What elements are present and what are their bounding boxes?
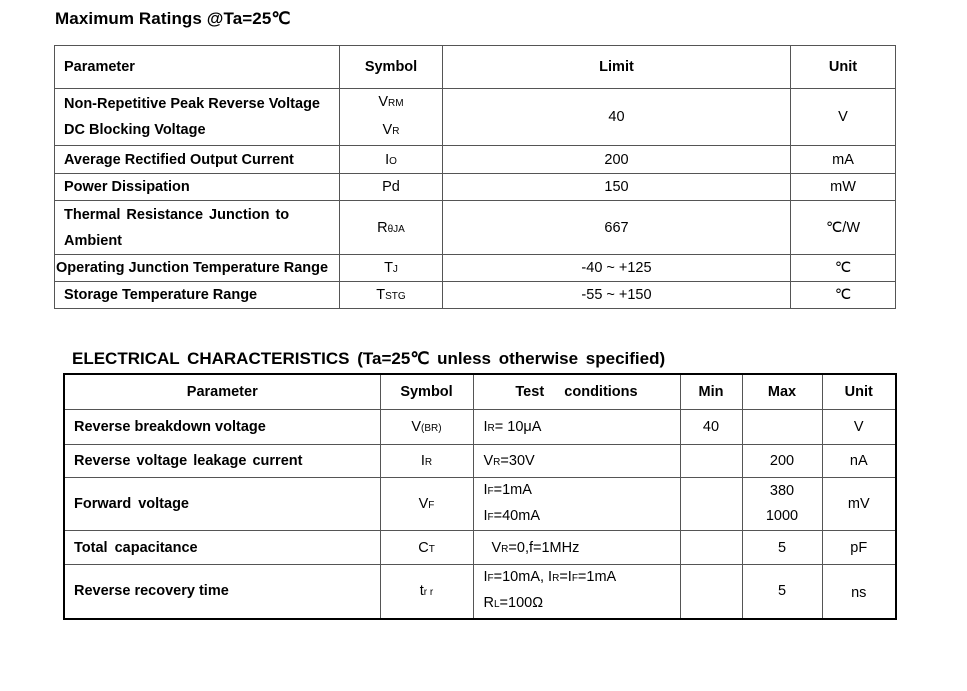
condition-value: =100Ω [499,595,544,612]
limit-cell: 667 [443,201,791,255]
symbol-cell [380,478,473,531]
parameter-cell [55,201,340,255]
table-row [55,201,896,255]
condition-main: I [483,508,488,524]
parameter-line: DC Blocking Voltage [64,122,206,138]
symbol-main: V [418,496,429,512]
min-cell [680,565,742,619]
header-unit: Unit [822,374,896,410]
max-value: 1000 [765,508,799,524]
min-cell: 40 [680,410,742,445]
condition-value: =30V [500,453,535,469]
condition-subscript: R [493,457,501,468]
header-parameter: Parameter [55,46,340,89]
symbol-main: I [420,453,425,469]
table-row [55,146,896,174]
parameter-cell: Operating Junction Temperature Range [55,255,340,282]
parameter-cell: Forward voltage [64,478,380,531]
header-unit: Unit [791,46,896,89]
condition-subscript: F [487,512,494,523]
unit-cell: nA [822,445,896,478]
limit-cell: 200 [443,146,791,174]
condition-subscript: R [487,423,495,434]
max-cell [742,410,822,445]
parameter-cell: Reverse voltage leakage current [64,445,380,478]
test-condition-cell [473,531,680,565]
symbol-main: I [385,151,390,168]
electrical-characteristics-table [63,373,897,620]
symbol-main: V [382,122,393,138]
table-row [55,255,896,282]
limit-cell: 150 [443,174,791,201]
condition-main: R [483,595,494,612]
condition-main: V [491,539,502,556]
test-condition-cell [473,445,680,478]
symbol-subscript: (BR) [421,423,442,434]
min-cell [680,531,742,565]
symbol-cell [380,531,473,565]
condition-main: I [483,569,488,586]
unit-cell: ℃/W [791,201,896,255]
max-cell: 200 [742,445,822,478]
header-symbol: Symbol [340,46,443,89]
symbol-main: T [376,287,386,303]
parameter-cell: Storage Temperature Range [55,282,340,309]
electrical-characteristics-title: ELECTRICAL CHARACTERISTICS (Ta=25℃ unless otherwise specified) [72,349,666,368]
header-max: Max [742,374,822,410]
symbol-subscript: STG [385,291,406,302]
symbol-subscript: F [428,500,435,511]
condition-subscript: R [501,543,509,555]
unit-cell: ℃ [791,255,896,282]
condition-main: I [483,482,488,498]
symbol-main: C [418,539,429,556]
unit-cell: V [791,89,896,146]
condition-subscript: F [571,573,578,585]
condition-subscript: L [493,599,500,611]
condition-value: =0,f=1MHz [508,539,580,556]
symbol-subscript: R [392,126,400,137]
unit-cell: mW [791,174,896,201]
limit-cell: -55 ~ +150 [443,282,791,309]
unit-cell: mA [791,146,896,174]
symbol-subscript: r r [423,587,434,599]
maximum-ratings-table [54,45,896,309]
symbol-subscript: T [428,543,435,555]
condition-value: = 10μA [494,419,542,435]
parameter-line: Thermal Resistance Junction to [64,206,290,223]
table-row [64,565,896,619]
max-value: 380 [769,483,795,499]
unit-cell: ℃ [791,282,896,309]
condition-value: =1mA [493,482,532,498]
test-condition-cell [473,478,680,531]
parameter-cell: Reverse breakdown voltage [64,410,380,445]
parameter-cell: Average Rectified Output Current [55,146,340,174]
parameter-cell: Total capacitance [64,531,380,565]
symbol-cell [380,445,473,478]
condition-subscript: F [487,573,494,585]
header-limit: Limit [443,46,791,89]
condition-main: I [483,419,488,435]
header-test-conditions: Test conditions [473,374,680,410]
test-condition-cell [473,565,680,619]
symbol-main: R [377,219,388,236]
symbol-cell: Pd [340,174,443,201]
table-header-row [64,374,896,410]
max-cell [742,478,822,531]
parameter-cell: Power Dissipation [55,174,340,201]
min-cell [680,478,742,531]
table-row [55,282,896,309]
min-cell [680,445,742,478]
symbol-cell [340,89,443,146]
symbol-cell [340,255,443,282]
unit-cell: ns [822,565,896,619]
symbol-subscript: O [389,155,397,167]
table-row [64,531,896,565]
symbol-main: V [378,94,389,110]
symbol-subscript: θJA [387,223,405,235]
table-row [64,445,896,478]
condition-value: =10mA, I [493,569,553,586]
unit-cell: mV [822,478,896,531]
header-min: Min [680,374,742,410]
symbol-cell [340,146,443,174]
maximum-ratings-title: Maximum Ratings @Ta=25℃ [55,9,291,28]
parameter-cell: Reverse recovery time [64,565,380,619]
table-row [64,478,896,531]
symbol-cell [340,282,443,309]
unit-cell: V [822,410,896,445]
parameter-cell [55,89,340,146]
header-symbol: Symbol [380,374,473,410]
unit-cell: pF [822,531,896,565]
condition-subscript: F [487,486,494,497]
symbol-subscript: RM [388,98,404,109]
table-row [64,410,896,445]
symbol-cell [380,410,473,445]
test-condition-cell [473,410,680,445]
condition-subscript: R [552,573,560,585]
condition-main: V [483,453,494,469]
symbol-cell [340,201,443,255]
symbol-cell [380,565,473,619]
header-parameter: Parameter [64,374,380,410]
limit-cell: 40 [443,89,791,146]
condition-value: =1mA [577,569,617,586]
parameter-line: Non-Repetitive Peak Reverse Voltage [64,96,320,112]
table-header-row [55,46,896,89]
parameter-line: Ambient [64,232,122,249]
table-row [55,89,896,146]
limit-cell: -40 ~ +125 [443,255,791,282]
max-cell: 5 [742,565,822,619]
condition-value: =I [559,569,572,586]
symbol-subscript: J [392,264,398,275]
condition-value: =40mA [493,508,540,524]
table-row [55,174,896,201]
symbol-main: V [411,419,422,435]
max-cell: 5 [742,531,822,565]
symbol-subscript: R [424,457,433,468]
symbol-main: T [384,260,393,276]
symbol-main: t [419,583,424,600]
